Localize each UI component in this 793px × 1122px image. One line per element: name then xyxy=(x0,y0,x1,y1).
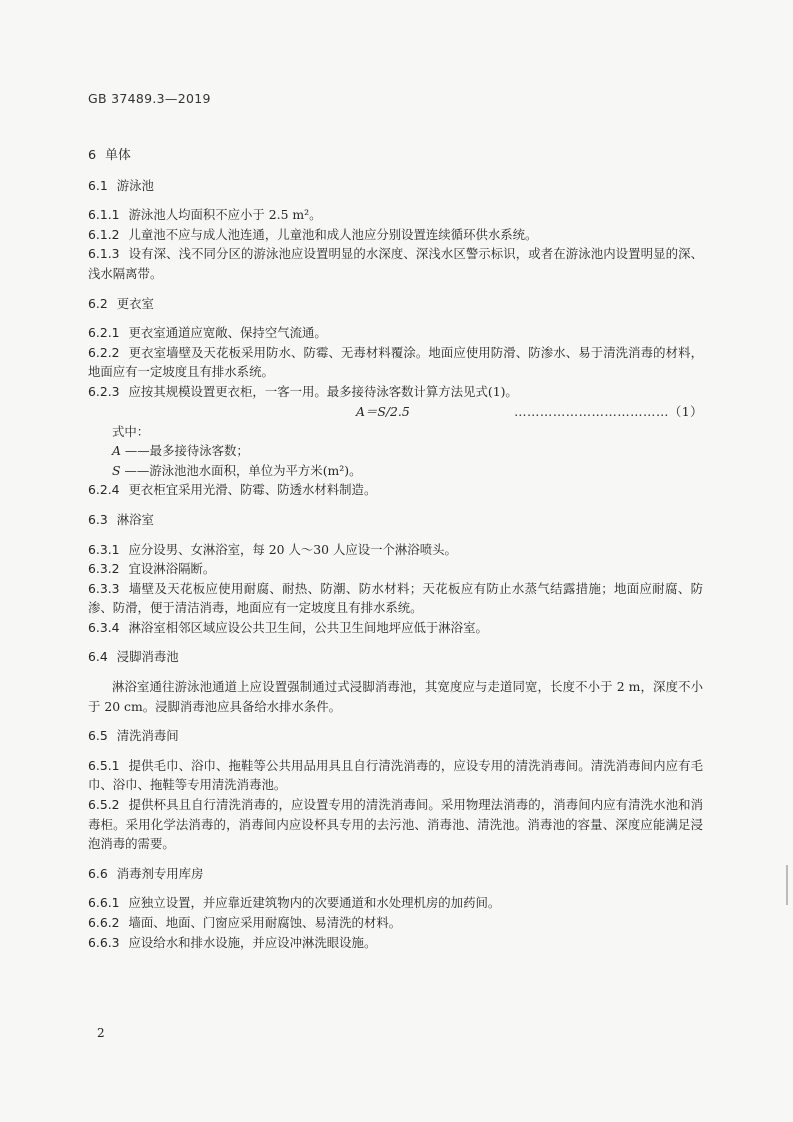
clause-text: 应分设男、女淋浴室，每 20 人～30 人应设一个淋浴喷头。 xyxy=(128,541,457,557)
clause-text: 设有深、浅不同分区的游泳池应设置明显的水深度、深浅水区警示标识，或者在游泳池内设置明显的深、浅水隔离带。 xyxy=(88,246,703,281)
clause xyxy=(88,559,703,579)
subsection-title: 清洗消毒间 xyxy=(116,728,179,744)
subsection-number: 6.5 xyxy=(88,728,108,744)
where-label: 式中： xyxy=(112,423,150,439)
definition-symbol: S xyxy=(112,462,121,478)
section-title: 单体 xyxy=(105,148,131,163)
clause xyxy=(88,579,703,618)
subsection-number: 6.3 xyxy=(88,511,108,527)
clause-number: 6.6.3 xyxy=(88,934,120,950)
clause-number: 6.1.1 xyxy=(88,207,120,223)
section-number: 6 xyxy=(88,148,97,163)
subsection-title: 游泳池 xyxy=(116,177,154,193)
clause xyxy=(88,893,703,913)
clause xyxy=(88,913,703,933)
clause-number: 6.1.2 xyxy=(88,226,120,242)
clause-text: 儿童池不应与成人池连通，儿童池和成人池应分别设置连续循环供水系统。 xyxy=(128,226,538,242)
subsection-heading xyxy=(88,647,703,667)
subsection-heading xyxy=(88,294,703,314)
definition xyxy=(88,461,703,481)
subsection-number: 6.4 xyxy=(88,649,108,665)
clause-number: 6.2.1 xyxy=(88,325,120,341)
subsection-heading xyxy=(88,176,703,196)
equation-number: ………………………………（1） xyxy=(514,403,703,419)
document-body xyxy=(88,146,703,952)
clause-text: 更衣柜宜采用光滑、防霉、防透水材料制造。 xyxy=(128,482,377,498)
clause xyxy=(88,323,703,343)
definition-text: ——最多接待泳客数； xyxy=(120,443,249,459)
standard-code-header: GB 37489.3—2019 xyxy=(88,91,211,106)
subsection-number: 6.2 xyxy=(88,295,108,311)
clause xyxy=(88,618,703,638)
page-number: 2 xyxy=(97,1026,105,1040)
clause-number: 6.6.1 xyxy=(88,895,120,911)
subsection-heading xyxy=(88,864,703,884)
clause-text: 应按其规模设置更衣柜，一客一用。最多接待泳客数计算方法见式(1)。 xyxy=(128,383,518,399)
clause xyxy=(88,795,703,854)
clause-text: 应独立设置，并应靠近建筑物内的次要通道和水处理机房的加药间。 xyxy=(128,895,501,911)
clause-number: 6.3.1 xyxy=(88,541,120,557)
clause-text: 宜设淋浴隔断。 xyxy=(128,561,216,577)
clause xyxy=(88,343,703,382)
clause-number: 6.5.1 xyxy=(88,757,120,773)
subsection-number: 6.6 xyxy=(88,865,108,881)
clause-text: 更衣室墙壁及天花板采用防水、防霉、无毒材料覆涂。地面应使用防滑、防渗水、易于清洗消毒的材料，地面应有一定坡度且有排水系统。 xyxy=(88,344,703,380)
clause-number: 6.2.2 xyxy=(88,344,120,360)
clause-number: 6.6.2 xyxy=(88,915,120,930)
clause-number: 6.3.4 xyxy=(88,619,120,635)
definition-text: ——游泳池池水面积，单位为平方米(m²)。 xyxy=(120,462,362,478)
clause-text: 墙面、地面、门窗应采用耐腐蚀、易清洗的材料。 xyxy=(128,915,402,930)
clause-text: 提供毛巾、浴巾、拖鞋等公共用品用具且自行清洗消毒的，应设专用的清洗消毒间。清洗消毒间内应有毛巾、浴巾、拖鞋等专用清洗消毒池。 xyxy=(88,757,703,793)
clause-text: 提供杯具且自行清洗消毒的，应设置专用的清洗消毒间。采用物理法消毒的，消毒间内应有清洗水池和消毒柜。采用化学法消毒的，消毒间内应设杯具专用的去污池、消毒池、清洗池。消毒池的容量、深度应能满足浸泡消毒的需要。 xyxy=(88,797,703,852)
subsection-title: 消毒剂专用库房 xyxy=(116,865,204,881)
clause-text: 淋浴室相邻区域应设公共卫生间，公共卫生间地坪应低于淋浴室。 xyxy=(128,619,488,635)
subsection-heading xyxy=(88,726,703,746)
subsection-heading xyxy=(88,510,703,530)
clause xyxy=(88,382,703,402)
formula-expression: A＝S/2.5 xyxy=(356,403,410,419)
clause xyxy=(88,244,703,283)
clause-number: 6.1.3 xyxy=(88,246,120,262)
clause-number: 6.2.3 xyxy=(88,383,120,399)
clause xyxy=(88,933,703,953)
clause-number: 6.2.4 xyxy=(88,482,120,498)
subsection-title: 淋浴室 xyxy=(116,511,154,527)
clause-number: 6.3.2 xyxy=(88,561,120,577)
clause-number: 6.5.2 xyxy=(88,797,120,813)
clause-text: 墙壁及天花板应使用耐腐、耐热、防潮、防水材料；天花板应有防止水蒸气结露措施；地面应耐腐、防渗、防滑，便于清洁消毒，地面应有一定坡度且有排水系统。 xyxy=(88,580,703,616)
section-heading xyxy=(88,146,703,166)
subsection-title: 更衣室 xyxy=(116,295,154,311)
subsection-title: 浸脚消毒池 xyxy=(116,649,179,665)
clause xyxy=(88,225,703,245)
formula xyxy=(88,402,703,422)
clause xyxy=(88,205,703,225)
definition-symbol: A xyxy=(112,443,121,459)
clause xyxy=(88,540,703,560)
clause xyxy=(88,480,703,500)
clause-number: 6.3.3 xyxy=(88,580,120,596)
definition xyxy=(88,441,703,461)
subsection-number: 6.1 xyxy=(88,177,108,193)
clause-text: 游泳池人均面积不应小于 2.5 m²。 xyxy=(128,207,322,223)
clause-text: 应设给水和排水设施，并应设冲淋洗眼设施。 xyxy=(128,934,377,950)
scan-edge-mark xyxy=(786,865,788,905)
paragraph: 淋浴室通往游泳池通道上应设置强制通过式浸脚消毒池，其宽度应与走道同宽，长度不小于 2 m，深度不小于 20 cm。浸脚消毒池应具备给水排水条件。 xyxy=(88,679,703,714)
clause-text: 更衣室通道应宽敞、保持空气流通。 xyxy=(128,325,327,341)
clause xyxy=(88,756,703,795)
